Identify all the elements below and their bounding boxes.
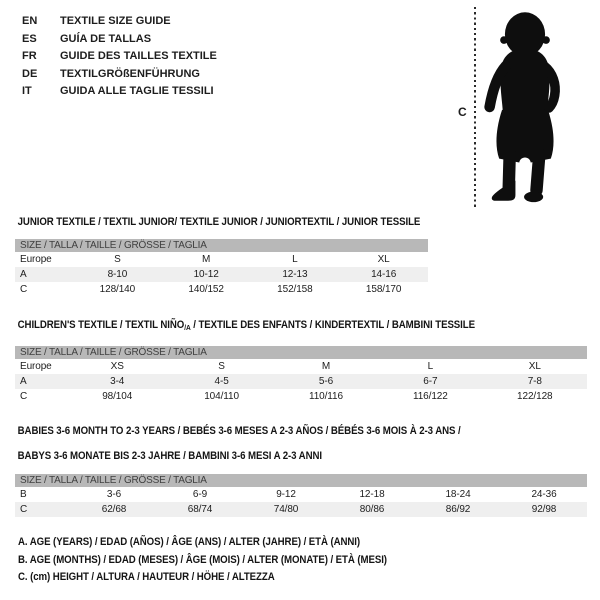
row-label: A: [20, 376, 27, 387]
table-cell: 92/98: [531, 504, 557, 515]
row-label: C: [20, 284, 28, 295]
language-code: DE: [22, 67, 38, 80]
table-cell: 80/86: [359, 504, 385, 515]
table-cell: 4-5: [214, 376, 229, 387]
language-row: [22, 48, 217, 66]
legend: [18, 534, 437, 587]
table-cell: 12-18: [359, 489, 385, 500]
table-cell: 14-16: [371, 269, 397, 280]
language-label: TEXTILGRÖßENFÜHRUNG: [60, 67, 200, 80]
table-title: [15, 318, 518, 335]
table-row: [15, 487, 587, 502]
table-cell: 152/158: [277, 284, 313, 295]
table-cell: 74/80: [273, 504, 299, 515]
size-table: [15, 252, 428, 297]
table-cell: 62/68: [101, 504, 127, 515]
table-title-text: CHILDREN'S TEXTILE / TEXTIL NIÑO: [17, 319, 185, 331]
language-row: [22, 13, 217, 31]
table-row: [15, 374, 587, 389]
table-row: [15, 502, 587, 517]
table-cell: 6-9: [192, 489, 208, 500]
table-cell: 104/110: [204, 391, 239, 402]
language-label: GUIDE DES TAILLES TEXTILE: [60, 50, 217, 62]
table-cell: 86/92: [445, 504, 471, 515]
table-cell: 3-6: [106, 489, 122, 500]
table-cell: XL: [377, 254, 390, 265]
table-cell: 68/74: [187, 504, 213, 515]
legend-item: C. (cm) HEIGHT / ALTURA / HAUTEUR / HÖHE / ALTEZZA: [18, 571, 275, 584]
table-cell: XS: [110, 361, 124, 372]
size-header-bar: SIZE / TALLA / TAILLE / GRÖSSE / TAGLIA: [15, 474, 587, 487]
height-measure-dotted-line: [474, 7, 476, 207]
table-cell: 24-36: [531, 489, 557, 500]
table-row: [15, 267, 428, 282]
height-measure-label: C: [458, 105, 467, 119]
table-cell: 140/152: [188, 284, 224, 295]
row-label: C: [20, 391, 28, 402]
table-cell: XL: [528, 361, 541, 372]
size-table: [15, 487, 587, 517]
table-row: [15, 252, 428, 267]
table-cell: 110/116: [308, 391, 343, 402]
table-cell: M: [202, 254, 211, 265]
row-label: Europe: [20, 361, 52, 372]
legend-item: A. AGE (YEARS) / EDAD (AÑOS) / ÂGE (ANS) / ALTER (JAHRE) / ETÀ (ANNI): [18, 536, 361, 548]
table-cell: 3-4: [110, 376, 125, 387]
table-cell: 116/122: [413, 391, 448, 402]
language-label: GUÍA DE TALLAS: [60, 32, 152, 45]
size-table: [15, 359, 587, 404]
table-title-text: / TEXTILE DES ENFANTS / KINDERTEXTIL / BAMBINI TESSILE: [190, 319, 475, 331]
table-title: [15, 215, 421, 230]
language-code: IT: [22, 85, 32, 97]
table-cell: L: [427, 361, 434, 372]
row-label: B: [20, 489, 27, 500]
table-title: BABIES 3-6 MONTH TO 2-3 YEARS / BEBÉS 3-6 MESES A 2-3 AÑOS / BÉBÉS 3-6 MOIS À 2-3 ANS /: [17, 425, 461, 437]
table-cell: 18-24: [445, 489, 471, 500]
row-label: Europe: [20, 254, 52, 265]
row-label: A: [20, 269, 27, 280]
language-row: [22, 66, 217, 84]
legend-item: B. AGE (MONTHS) / EDAD (MESES) / ÂGE (MOIS) / ALTER (MONATE) / ETÀ (MESI): [18, 553, 387, 566]
table-cell: 98/104: [102, 391, 133, 402]
language-list: [22, 13, 217, 101]
table-cell: 8-10: [107, 269, 128, 280]
table-cell: 7-8: [527, 376, 542, 387]
junior-table-section: [15, 215, 428, 297]
language-label: TEXTILE SIZE GUIDE: [60, 15, 171, 27]
language-label: GUIDA ALLE TAGLIE TESSILI: [60, 85, 214, 97]
table-cell: 158/170: [365, 284, 402, 295]
table-cell: 5-6: [318, 376, 334, 387]
table-cell: M: [321, 361, 331, 372]
table-cell: S: [114, 254, 121, 265]
table-cell: 12-13: [282, 269, 308, 280]
table-cell: 9-12: [276, 489, 296, 500]
size-header-bar: SIZE / TALLA / TAILLE / GRÖSSE / TAGLIA: [15, 346, 587, 359]
table-cell: 6-7: [423, 376, 438, 387]
table-row: [15, 282, 428, 297]
language-row: [22, 31, 217, 49]
table-cell: 122/128: [517, 391, 553, 402]
table-row: [15, 389, 587, 404]
language-row: [22, 83, 217, 101]
table-cell: S: [218, 361, 225, 372]
language-code: FR: [22, 50, 37, 62]
row-label: C: [20, 504, 28, 515]
children-table-section: [15, 318, 587, 404]
babies-table-section: [15, 424, 587, 517]
table-row: [15, 359, 587, 374]
baby-silhouette-icon: [481, 8, 569, 206]
table-title: BABYS 3-6 MONATE BIS 2-3 JAHRE / BAMBINI 3-6 MESI A 2-3 ANNI: [17, 450, 322, 462]
table-title-text: JUNIOR TEXTILE / TEXTIL JUNIOR/ TEXTILE JUNIOR / JUNIORTEXTIL / JUNIOR TESSILE: [17, 216, 421, 228]
table-cell: 128/140: [99, 284, 136, 295]
size-header-bar: SIZE / TALLA / TAILLE / GRÖSSE / TAGLIA: [15, 239, 428, 252]
language-code: EN: [22, 15, 38, 27]
table-title-subscript: /A: [184, 323, 191, 332]
table-cell: 10-12: [193, 269, 219, 280]
language-code: ES: [22, 32, 37, 45]
table-cell: L: [292, 254, 298, 265]
